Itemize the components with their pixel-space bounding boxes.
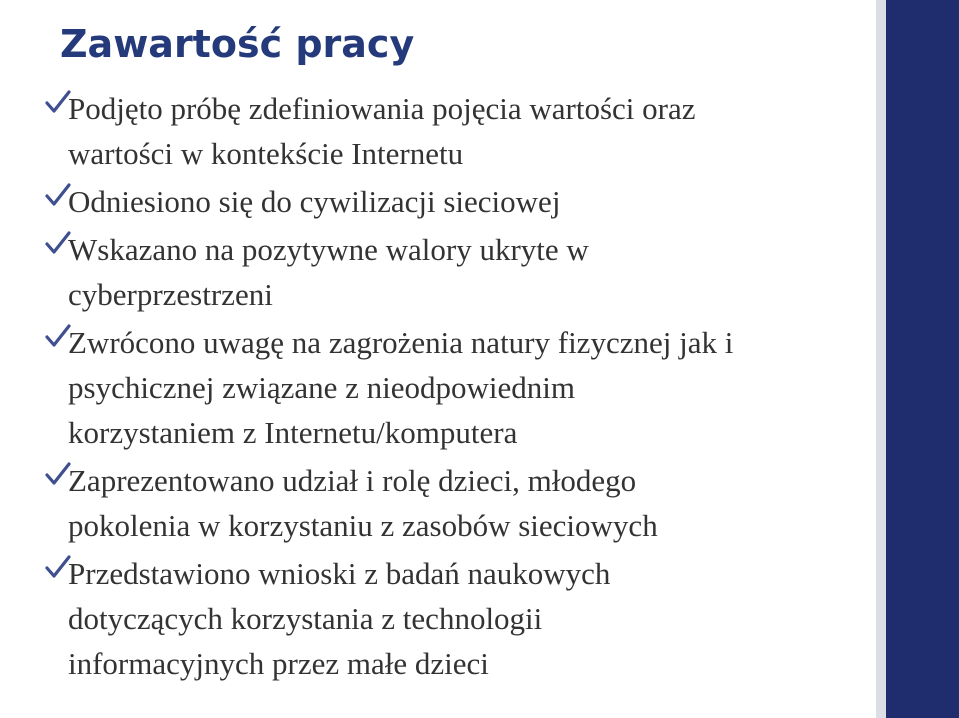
bullet-text-line: psychicznej związane z nieodpowiednim xyxy=(68,370,575,405)
check-icon xyxy=(44,458,74,503)
bullet-text-line: wartości w kontekście Internetu xyxy=(68,136,464,171)
sidebar-accent xyxy=(886,0,959,718)
check-icon xyxy=(44,227,74,272)
bullet-item xyxy=(44,320,874,455)
bullet-text-line: Odniesiono się do cywilizacji sieciowej xyxy=(68,184,561,219)
bullet-item xyxy=(44,551,874,686)
bullet-list xyxy=(44,86,874,689)
check-icon xyxy=(44,320,74,365)
bullet-text-line: Wskazano na pozytywne walory ukryte w xyxy=(68,232,589,267)
bullet-text-line: Podjęto próbę zdefiniowania pojęcia wartości oraz xyxy=(68,91,696,126)
bullet-item xyxy=(44,227,874,317)
check-icon xyxy=(44,86,74,131)
bullet-text-line: informacyjnych przez małe dzieci xyxy=(68,646,489,681)
bullet-text-line: pokolenia w korzystaniu z zasobów sieciowych xyxy=(68,508,658,543)
bullet-text-line: korzystaniem z Internetu/komputera xyxy=(68,415,518,450)
bullet-text-line: Zwrócono uwagę na zagrożenia natury fizycznej jak i xyxy=(68,325,734,360)
bullet-text-line: cyberprzestrzeni xyxy=(68,277,273,312)
sidebar-accent-light xyxy=(876,0,886,718)
bullet-item xyxy=(44,458,874,548)
bullet-text-line: dotyczących korzystania z technologii xyxy=(68,601,543,636)
slide-title: Zawartość pracy xyxy=(60,22,415,66)
bullet-text-line: Przedstawiono wnioski z badań naukowych xyxy=(68,556,611,591)
bullet-item xyxy=(44,86,874,176)
check-icon xyxy=(44,179,74,224)
bullet-item xyxy=(44,179,874,224)
bullet-text-line: Zaprezentowano udział i rolę dzieci, młodego xyxy=(68,463,637,498)
check-icon xyxy=(44,551,74,596)
